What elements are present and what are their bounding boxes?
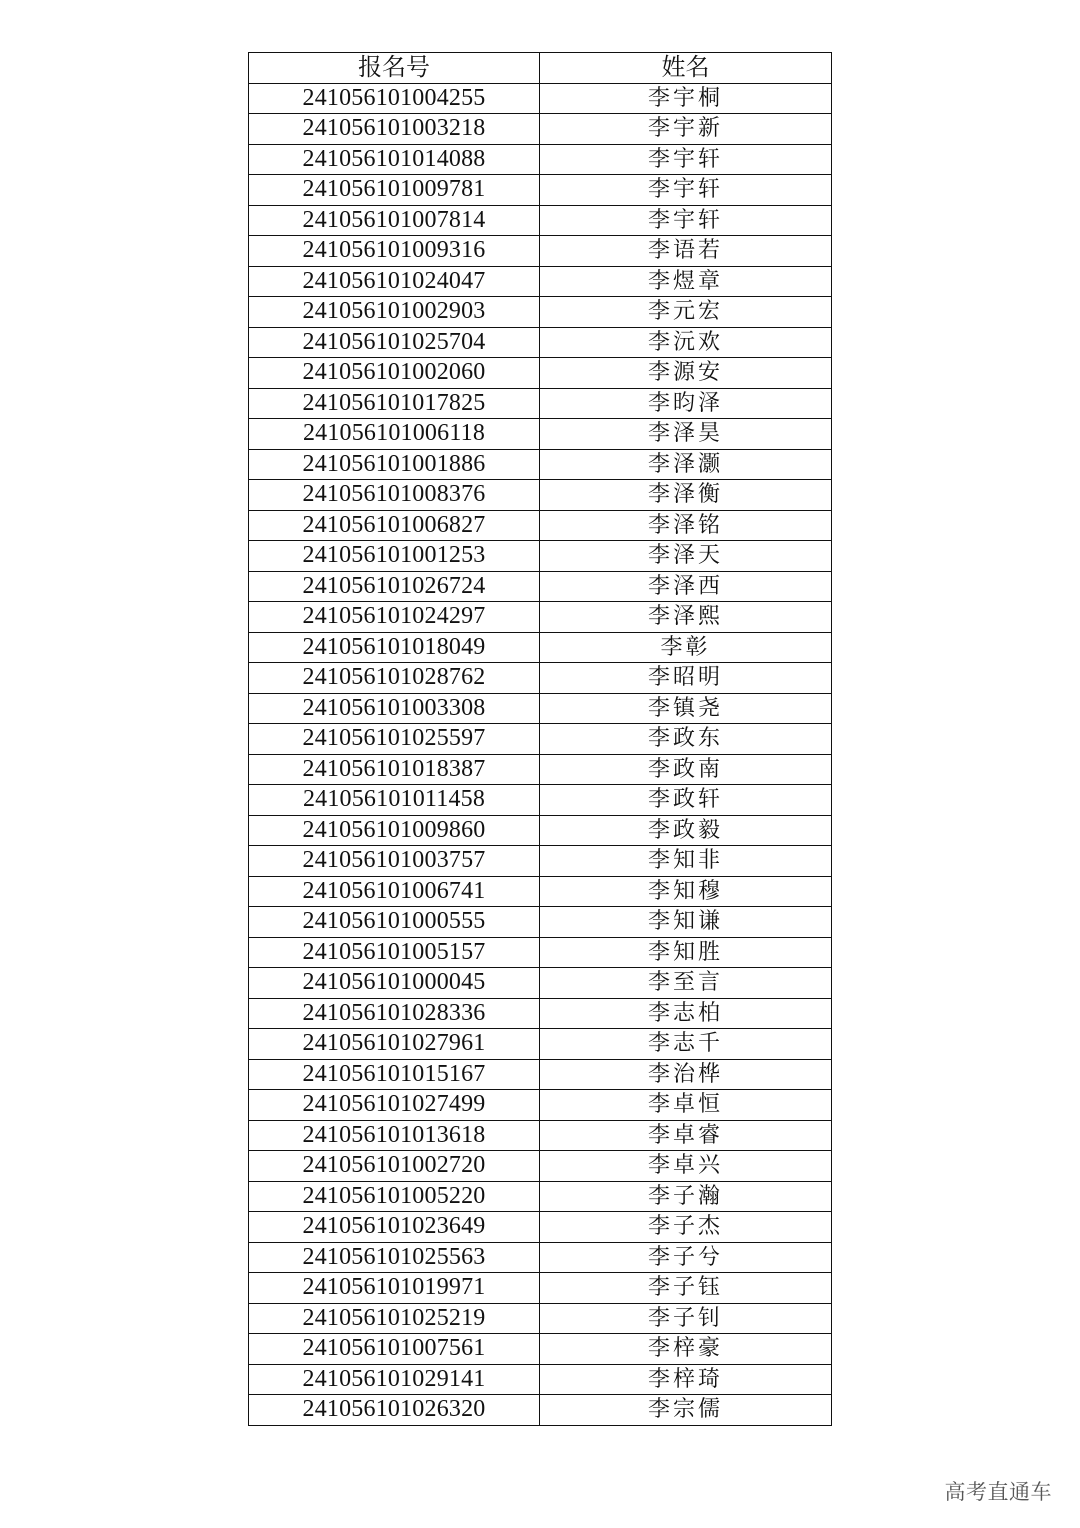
table-row <box>249 480 832 511</box>
registration-number-cell: 241056101025704 <box>249 327 540 358</box>
header-registration-number: 报名号 <box>249 53 540 84</box>
registration-number-cell: 241056101002060 <box>249 358 540 389</box>
student-name-cell: 李宇桐 <box>540 83 832 114</box>
student-name-cell: 李志柏 <box>540 998 832 1029</box>
student-name-cell: 李政东 <box>540 724 832 755</box>
table-row <box>249 327 832 358</box>
table-row <box>249 175 832 206</box>
table-body <box>249 83 832 1425</box>
registration-number-cell: 241056101026724 <box>249 571 540 602</box>
student-name-cell: 李昭明 <box>540 663 832 694</box>
student-name-cell: 李泽灏 <box>540 449 832 480</box>
registration-number-cell: 241056101019971 <box>249 1273 540 1304</box>
registration-number-cell: 241056101029141 <box>249 1364 540 1395</box>
table-row <box>249 388 832 419</box>
table-row <box>249 1151 832 1182</box>
table-row <box>249 1090 832 1121</box>
table-row <box>249 510 832 541</box>
student-name-cell: 李卓兴 <box>540 1151 832 1182</box>
table-row <box>249 754 832 785</box>
student-name-cell: 李知非 <box>540 846 832 877</box>
registration-number-cell: 241056101014088 <box>249 144 540 175</box>
registration-number-cell: 241056101027499 <box>249 1090 540 1121</box>
registration-number-cell: 241056101025563 <box>249 1242 540 1273</box>
registration-number-cell: 241056101006741 <box>249 876 540 907</box>
student-name-cell: 李宇轩 <box>540 144 832 175</box>
table-row <box>249 1181 832 1212</box>
student-name-cell: 李镇尧 <box>540 693 832 724</box>
registration-number-cell: 241056101028336 <box>249 998 540 1029</box>
student-name-cell: 李子钊 <box>540 1303 832 1334</box>
registration-number-cell: 241056101000045 <box>249 968 540 999</box>
table-row <box>249 724 832 755</box>
table-row <box>249 1120 832 1151</box>
table-row <box>249 266 832 297</box>
student-name-cell: 李子兮 <box>540 1242 832 1273</box>
table-row <box>249 1303 832 1334</box>
student-name-cell: 李泽西 <box>540 571 832 602</box>
student-name-cell: 李语若 <box>540 236 832 267</box>
registration-number-cell: 241056101001886 <box>249 449 540 480</box>
student-name-cell: 李昀泽 <box>540 388 832 419</box>
student-name-cell: 李宇新 <box>540 114 832 145</box>
registration-number-cell: 241056101008376 <box>249 480 540 511</box>
student-name-cell: 李政南 <box>540 754 832 785</box>
table-row <box>249 144 832 175</box>
registration-number-cell: 241056101017825 <box>249 388 540 419</box>
student-name-cell: 李志千 <box>540 1029 832 1060</box>
student-name-cell: 李泽昊 <box>540 419 832 450</box>
student-name-cell: 李知穆 <box>540 876 832 907</box>
student-name-cell: 李宇轩 <box>540 205 832 236</box>
table-row <box>249 358 832 389</box>
student-name-cell: 李治桦 <box>540 1059 832 1090</box>
table-header-row <box>249 53 832 84</box>
registration-number-cell: 241056101005157 <box>249 937 540 968</box>
table-row <box>249 1364 832 1395</box>
student-name-cell: 李子瀚 <box>540 1181 832 1212</box>
registration-number-cell: 241056101002903 <box>249 297 540 328</box>
table-row <box>249 1273 832 1304</box>
registration-number-cell: 241056101003757 <box>249 846 540 877</box>
table-row <box>249 602 832 633</box>
student-name-cell: 李泽衡 <box>540 480 832 511</box>
registration-number-cell: 241056101018387 <box>249 754 540 785</box>
table-row <box>249 632 832 663</box>
registration-number-cell: 241056101002720 <box>249 1151 540 1182</box>
registration-number-cell: 241056101000555 <box>249 907 540 938</box>
table-row <box>249 297 832 328</box>
registration-number-cell: 241056101028762 <box>249 663 540 694</box>
registration-number-cell: 241056101026320 <box>249 1395 540 1426</box>
registration-number-cell: 241056101006118 <box>249 419 540 450</box>
registration-number-cell: 241056101001253 <box>249 541 540 572</box>
registration-number-cell: 241056101024297 <box>249 602 540 633</box>
table-row <box>249 205 832 236</box>
registration-number-cell: 241056101011458 <box>249 785 540 816</box>
student-name-cell: 李子杰 <box>540 1212 832 1243</box>
registration-number-cell: 241056101013618 <box>249 1120 540 1151</box>
table-row <box>249 785 832 816</box>
student-name-cell: 李至言 <box>540 968 832 999</box>
registration-number-cell: 241056101006827 <box>249 510 540 541</box>
registration-number-cell: 241056101025597 <box>249 724 540 755</box>
student-name-cell: 李彰 <box>540 632 832 663</box>
student-name-cell: 李知胜 <box>540 937 832 968</box>
table-row <box>249 876 832 907</box>
table-row <box>249 968 832 999</box>
table-row <box>249 1395 832 1426</box>
table-row <box>249 998 832 1029</box>
registration-number-cell: 241056101023649 <box>249 1212 540 1243</box>
student-name-cell: 李宗儒 <box>540 1395 832 1426</box>
table-row <box>249 907 832 938</box>
table-row <box>249 114 832 145</box>
registration-number-cell: 241056101004255 <box>249 83 540 114</box>
student-name-cell: 李卓恒 <box>540 1090 832 1121</box>
table-row <box>249 663 832 694</box>
student-name-cell: 李泽天 <box>540 541 832 572</box>
registration-number-cell: 241056101005220 <box>249 1181 540 1212</box>
student-name-cell: 李政毅 <box>540 815 832 846</box>
registration-number-cell: 241056101003308 <box>249 693 540 724</box>
student-name-cell: 李泽熙 <box>540 602 832 633</box>
table-row <box>249 419 832 450</box>
student-name-cell: 李梓豪 <box>540 1334 832 1365</box>
registration-number-cell: 241056101009781 <box>249 175 540 206</box>
student-name-cell: 李元宏 <box>540 297 832 328</box>
table-row <box>249 937 832 968</box>
table-row <box>249 1212 832 1243</box>
registration-number-cell: 241056101007814 <box>249 205 540 236</box>
student-name-cell: 李沅欢 <box>540 327 832 358</box>
registration-number-cell: 241056101009316 <box>249 236 540 267</box>
student-name-cell: 李梓琦 <box>540 1364 832 1395</box>
student-name-cell: 李政轩 <box>540 785 832 816</box>
student-name-cell: 李知谦 <box>540 907 832 938</box>
table-row <box>249 236 832 267</box>
registration-number-cell: 241056101025219 <box>249 1303 540 1334</box>
registration-number-cell: 241056101007561 <box>249 1334 540 1365</box>
watermark-text: 高考直通车 <box>944 1480 1052 1504</box>
registration-number-cell: 241056101003218 <box>249 114 540 145</box>
registration-number-cell: 241056101018049 <box>249 632 540 663</box>
table-row <box>249 1059 832 1090</box>
table-row <box>249 1029 832 1060</box>
registration-number-cell: 241056101024047 <box>249 266 540 297</box>
table-row <box>249 83 832 114</box>
registration-number-cell: 241056101027961 <box>249 1029 540 1060</box>
student-name-cell: 李子钰 <box>540 1273 832 1304</box>
table-row <box>249 1242 832 1273</box>
table-row <box>249 846 832 877</box>
table-row <box>249 1334 832 1365</box>
table-row <box>249 815 832 846</box>
student-name-cell: 李源安 <box>540 358 832 389</box>
header-name: 姓名 <box>540 53 832 84</box>
registration-number-cell: 241056101015167 <box>249 1059 540 1090</box>
table-row <box>249 693 832 724</box>
student-name-cell: 李卓睿 <box>540 1120 832 1151</box>
registration-number-cell: 241056101009860 <box>249 815 540 846</box>
table-row <box>249 541 832 572</box>
registration-table <box>248 52 832 1426</box>
table-row <box>249 571 832 602</box>
student-name-cell: 李煜章 <box>540 266 832 297</box>
student-name-cell: 李宇轩 <box>540 175 832 206</box>
student-name-cell: 李泽铭 <box>540 510 832 541</box>
table-row <box>249 449 832 480</box>
